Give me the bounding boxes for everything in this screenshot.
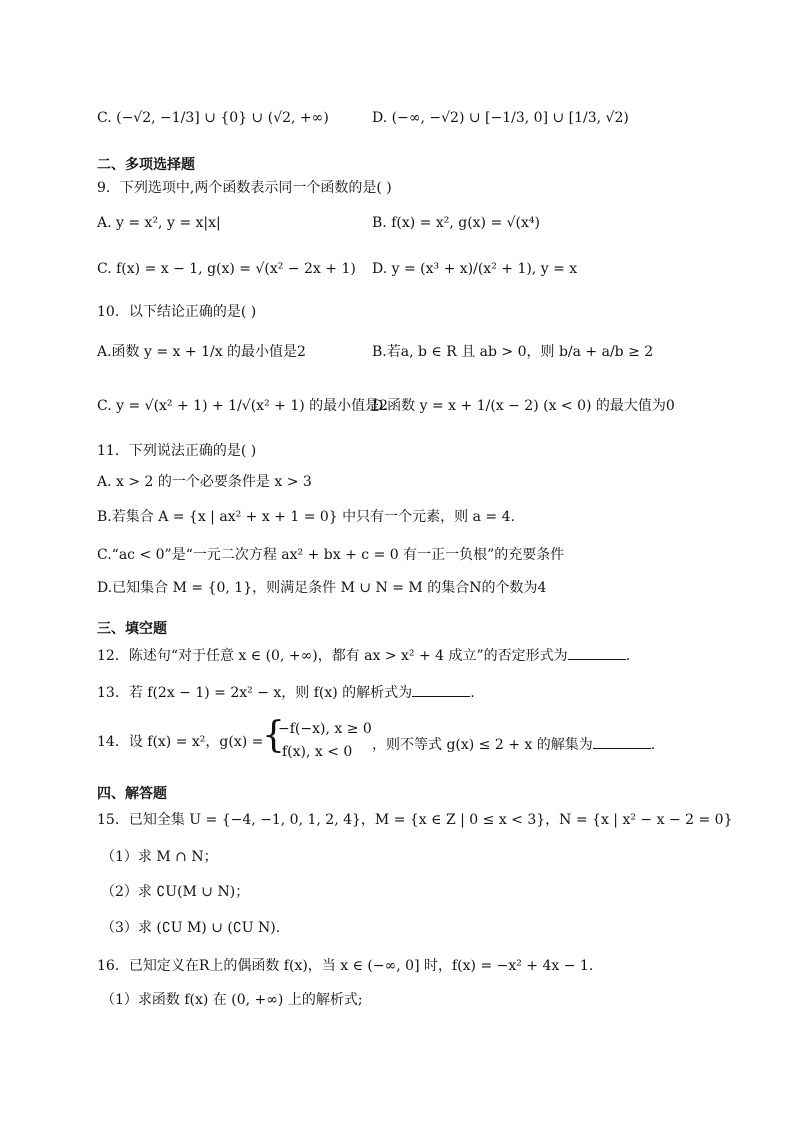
q12-end: . xyxy=(625,648,631,664)
q12-text: 12．陈述句“对于任意 x ∈ (0, +∞)，都有 ax > x² + 4 成立”的否定形式为 xyxy=(97,648,568,664)
q12-answer-blank xyxy=(568,645,626,660)
q14-case2: f(x), x < 0 xyxy=(282,744,353,760)
section-3-title: 三、填空题 xyxy=(97,621,167,637)
q14-line2 xyxy=(372,734,655,754)
q10-option-c: C. y = √(x² + 1) + 1/√(x² + 1) 的最小值是2 xyxy=(97,398,389,414)
q11-option-c: C.“ac < 0”是“一元二次方程 ax² + bx + c = 0 有一正一负根”的充要条件 xyxy=(97,547,565,563)
q13-text: 13．若 f(2x − 1) = 2x² − x，则 f(x) 的解析式为 xyxy=(97,685,413,701)
q10-option-a: A.函数 y = x + 1/x 的最小值是2 xyxy=(97,344,306,360)
section-4-title: 四、解答题 xyxy=(97,786,167,802)
prev-option-d: D. (−∞, −√2) ∪ [−1/3, 0] ∪ [1/3, √2) xyxy=(372,110,629,126)
prev-option-c: C. (−√2, −1/3] ∪ {0} ∪ (√2, +∞) xyxy=(97,110,329,126)
q9-stem: 9．下列选项中,两个函数表示同一个函数的是( ) xyxy=(97,180,392,196)
q16-part1: （1）求函数 f(x) 在 (0, +∞) 上的解析式; xyxy=(101,992,363,1008)
q10-option-b: B.若a, b ∈ R 且 ab > 0，则 b/a + a/b ≥ 2 xyxy=(372,344,654,360)
q11-stem: 11．下列说法正确的是( ) xyxy=(97,443,257,459)
q14-brace: { xyxy=(262,715,285,756)
q13-line xyxy=(97,682,475,702)
q10-option-d: D.函数 y = x + 1/(x − 2) (x < 0) 的最大值为0 xyxy=(372,398,675,414)
q11-option-b: B.若集合 A = {x | ax² + x + 1 = 0} 中只有一个元素，则 a = 4. xyxy=(97,509,515,525)
q13-answer-blank xyxy=(412,682,470,697)
q14-answer-blank xyxy=(593,734,651,749)
q11-option-d: D.已知集合 M = {0, 1}，则满足条件 M ∪ N = M 的集合N的个数为4 xyxy=(97,580,547,596)
q12-line xyxy=(97,645,630,665)
q14-end: . xyxy=(650,737,656,753)
q13-end: . xyxy=(470,685,475,701)
q15-part3: （3）求 (∁U M) ∪ (∁U N). xyxy=(101,920,281,936)
q9-option-b: B. f(x) = x², g(x) = √(x⁴) xyxy=(372,215,540,231)
q9-option-a: A. y = x², y = x|x| xyxy=(97,215,221,231)
q15-part2: （2）求 ∁U(M ∪ N)； xyxy=(101,884,250,900)
q9-option-d: D. y = (x³ + x)/(x² + 1), y = x xyxy=(372,261,578,277)
q15-part1: （1）求 M ∩ N； xyxy=(101,849,218,865)
q10-stem: 10．以下结论正确的是( ) xyxy=(97,304,257,320)
q14-text1: 14．设 f(x) = x²，g(x) = xyxy=(97,734,264,750)
q11-option-a: A. x > 2 的一个必要条件是 x > 3 xyxy=(97,474,312,490)
q14-text2: ，则不等式 g(x) ≤ 2 + x 的解集为 xyxy=(372,737,593,753)
q9-option-c: C. f(x) = x − 1, g(x) = √(x² − 2x + 1) xyxy=(97,261,356,277)
section-2-title: 二、多项选择题 xyxy=(97,157,195,173)
q16-stem: 16．已知定义在R上的偶函数 f(x)，当 x ∈ (−∞, 0] 时，f(x) = −x² + 4x − 1. xyxy=(97,958,594,974)
q15-stem: 15．已知全集 U = {−4, −1, 0, 1, 2, 4}，M = {x ∈ Z | 0 ≤ x < 3}，N = {x | x² − x − 2 = 0} xyxy=(97,812,733,828)
q14-case1: −f(−x), x ≥ 0 xyxy=(278,721,372,737)
